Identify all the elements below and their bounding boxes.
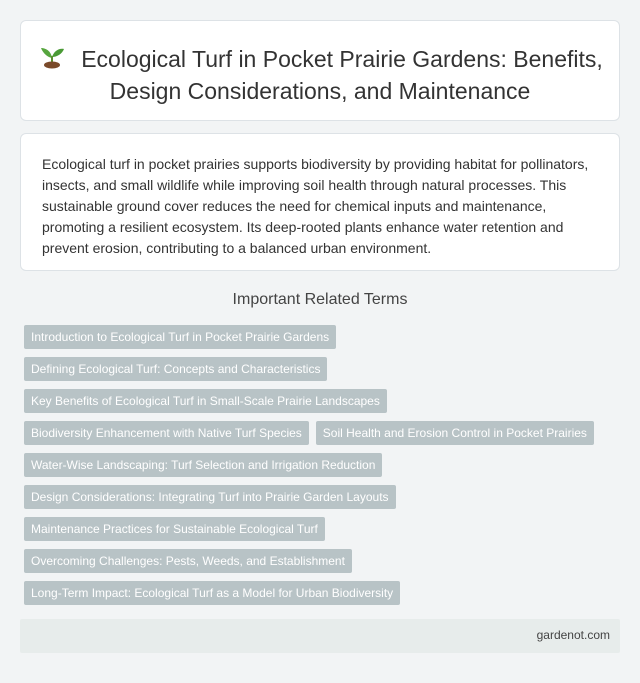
term-row bbox=[24, 453, 614, 485]
related-terms-list bbox=[24, 325, 614, 613]
term-tag[interactable]: Introduction to Ecological Turf in Pocket Prairie Gardens bbox=[24, 325, 336, 349]
term-row bbox=[24, 549, 614, 581]
term-row bbox=[24, 581, 614, 613]
summary-text: Ecological turf in pocket prairies supports biodiversity by providing habitat for pollinators, insects, and small wildlife while improving soil health through natural processes. This sustainable ground cover reduces the need for chemical inputs and maintenance, promoting a resilient ecosystem. Its deep-rooted plants enhance water retention and prevent erosion, contributing to a balanced urban environment. bbox=[42, 156, 589, 256]
summary-card bbox=[20, 133, 620, 271]
term-tag[interactable]: Maintenance Practices for Sustainable Ecological Turf bbox=[24, 517, 325, 541]
term-tag[interactable]: Water-Wise Landscaping: Turf Selection and Irrigation Reduction bbox=[24, 453, 382, 477]
term-tag[interactable]: Overcoming Challenges: Pests, Weeds, and Establishment bbox=[24, 549, 352, 573]
term-tag[interactable]: Key Benefits of Ecological Turf in Small-Scale Prairie Landscapes bbox=[24, 389, 387, 413]
term-row bbox=[24, 485, 614, 517]
term-tag[interactable]: Design Considerations: Integrating Turf into Prairie Garden Layouts bbox=[24, 485, 396, 509]
page-title bbox=[21, 43, 619, 107]
title-card bbox=[20, 20, 620, 121]
term-row bbox=[24, 389, 614, 421]
term-row bbox=[24, 421, 614, 453]
term-row bbox=[24, 517, 614, 549]
term-tag[interactable]: Defining Ecological Turf: Concepts and Characteristics bbox=[24, 357, 327, 381]
term-tag[interactable]: Long-Term Impact: Ecological Turf as a Model for Urban Biodiversity bbox=[24, 581, 400, 605]
page-title-text: Ecological Turf in Pocket Prairie Gardens: Benefits, Design Considerations, and Maintenance bbox=[81, 46, 603, 104]
footer bbox=[20, 619, 620, 653]
related-terms-heading: Important Related Terms bbox=[232, 291, 408, 308]
footer-site-link[interactable]: gardenot.com bbox=[536, 628, 610, 642]
term-row bbox=[24, 325, 614, 357]
sprout-icon bbox=[37, 45, 67, 69]
term-row bbox=[24, 357, 614, 389]
term-tag[interactable]: Soil Health and Erosion Control in Pocket Prairies bbox=[316, 421, 594, 445]
term-tag[interactable]: Biodiversity Enhancement with Native Turf Species bbox=[24, 421, 309, 445]
